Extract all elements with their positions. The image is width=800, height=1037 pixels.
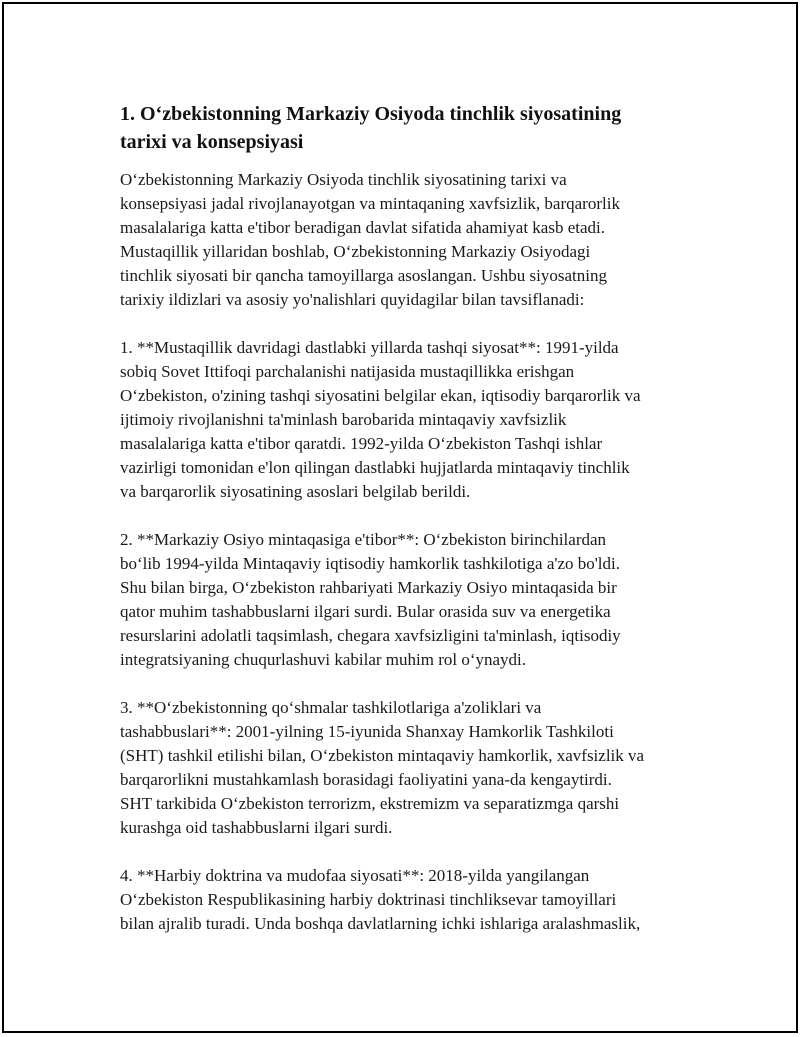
paragraph-3: 3. **O‘zbekistonning qo‘shmalar tashkilotlariga a'zoliklari va tashabbuslari**: 2001-yilning 15-iyunida Shanxay Hamkorlik Tashkiloti (SHT) tashkil etilishi bilan, O‘zbekiston mintaqaviy hamkorlik, xavfsizlik va barqarorlikni mustahkamlash borasidagi faoliyatini yana-da kengaytirdi. SHT tarkibida O‘zbekiston terrorizm, ekstremizm va separatizmga qarshi kurashga oid tashabbuslarni ilgari surdi.: [120, 698, 645, 837]
document-page: [2, 2, 798, 1033]
paragraph-2: 2. **Markaziy Osiyo mintaqasiga e'tibor**: O‘zbekiston birinchilardan bo‘lib 1994-yilda Mintaqaviy iqtisodiy hamkorlik tashkilotiga a'zo bo'ldi. Shu bilan birga, O‘zbekiston rahbariyati Markaziy Osiyo mintaqasida bir qator muhim tashabbuslarni ilgari surdi. Bular orasida suv va energetika resurslarini adolatli taqsimlash, chegara xavfsizligini ta'minlash, iqtisodiy integratsiyaning chuqurlashuvi kabilar muhim rol o‘ynaydi.: [120, 530, 621, 669]
paragraph-1: 1. **Mustaqillik davridagi dastlabki yillarda tashqi siyosat**: 1991-yilda sobiq Sovet Ittifoqi parchalanishi natijasida mustaqillikka erishgan O‘zbekiston, o'zining tashqi siyosatini belgilar ekan, iqtisodiy barqarorlik va ijtimoiy rivojlanishni ta'minlash barobarida mintaqaviy xavfsizlik masalalariga katta e'tibor qaratdi. 1992-yilda O‘zbekiston Tashqi ishlar vazirligi tomonidan e'lon qilingan dastlabki hujjatlarda mintaqaviy tinchlik va barqarorlik siyosatining asoslari belgilab berildi.: [120, 338, 641, 501]
document-title: 1. O‘zbekistonning Markaziy Osiyoda tinchlik siyosatining tarixi va konsepsiyasi: [120, 103, 622, 153]
intro-paragraph: O‘zbekistonning Markaziy Osiyoda tinchlik siyosatining tarixi va konsepsiyasi jadal rivojlanayotgan va mintaqaning xavfsizlik, barqarorlik masalalariga katta e'tibor beradigan davlat sifatida ahamiyat kasb etadi. Mustaqillik yillaridan boshlab, O‘zbekistonning Markaziy Osiyodagi tinchlik siyosati bir qancha tamoyillarga asoslangan. Ushbu siyosatning tarixiy ildizlari va asosiy yo'nalishlari quyidagilar bilan tavsiflanadi:: [120, 170, 620, 309]
document-body: [120, 100, 720, 936]
paragraph-4: 4. **Harbiy doktrina va mudofaa siyosati**: 2018-yilda yangilangan O‘zbekiston Respublikasining harbiy doktrinasi tinchliksevar tamoyillari bilan ajralib turadi. Unda boshqa davlatlarning ichki ishlariga aralashmaslik,: [120, 866, 641, 933]
